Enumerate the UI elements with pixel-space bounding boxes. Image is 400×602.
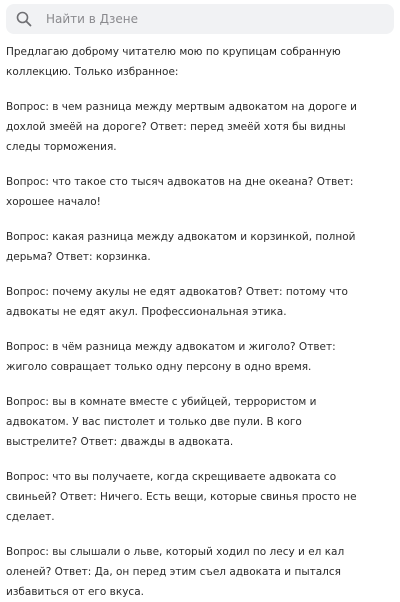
- joke-paragraph: Вопрос: в чем разница между мертвым адвокатом на дороге и дохлой змеёй на дороге? Ответ: перед змеёй хотя бы видны следы торможения.: [6, 101, 357, 153]
- joke-paragraph: Вопрос: в чём разница между адвокатом и жиголо? Ответ: жиголо совращает только одну персону в одно время.: [6, 341, 336, 373]
- search-bar: [0, 0, 400, 34]
- intro-paragraph: Предлагаю доброму читателю мою по крупицам собранную коллекцию. Только избранное:: [6, 46, 341, 78]
- joke-paragraph: Вопрос: какая разница между адвокатом и корзинкой, полной дерьма? Ответ: корзинка.: [6, 231, 356, 263]
- search-box[interactable]: [6, 4, 394, 34]
- joke-paragraph: Вопрос: почему акулы не едят адвокатов? Ответ: потому что адвокаты не едят акул. Профессиональная этика.: [6, 286, 348, 318]
- joke-paragraph: Вопрос: что вы получаете, когда скрещиваете адвоката со свиньей? Ответ: Ничего. Есть вещи, которые свинья просто не сделает.: [6, 471, 357, 523]
- article-body: [0, 34, 400, 602]
- joke-paragraph: Вопрос: вы слышали о льве, который ходил по лесу и ел кал оленей? Ответ: Да, он перед этим съел адвоката и пытался избавиться от его вкуса.: [6, 546, 345, 598]
- joke-paragraph: Вопрос: вы в комнате вместе с убийцей, террористом и адвокатом. У вас пистолет и только две пули. В кого выстрелите? Ответ: дважды в адвоката.: [6, 396, 317, 448]
- search-icon[interactable]: [16, 11, 32, 27]
- joke-paragraph: Вопрос: что такое сто тысяч адвокатов на дне океана? Ответ: хорошее начало!: [6, 176, 354, 208]
- search-input[interactable]: [44, 11, 394, 27]
